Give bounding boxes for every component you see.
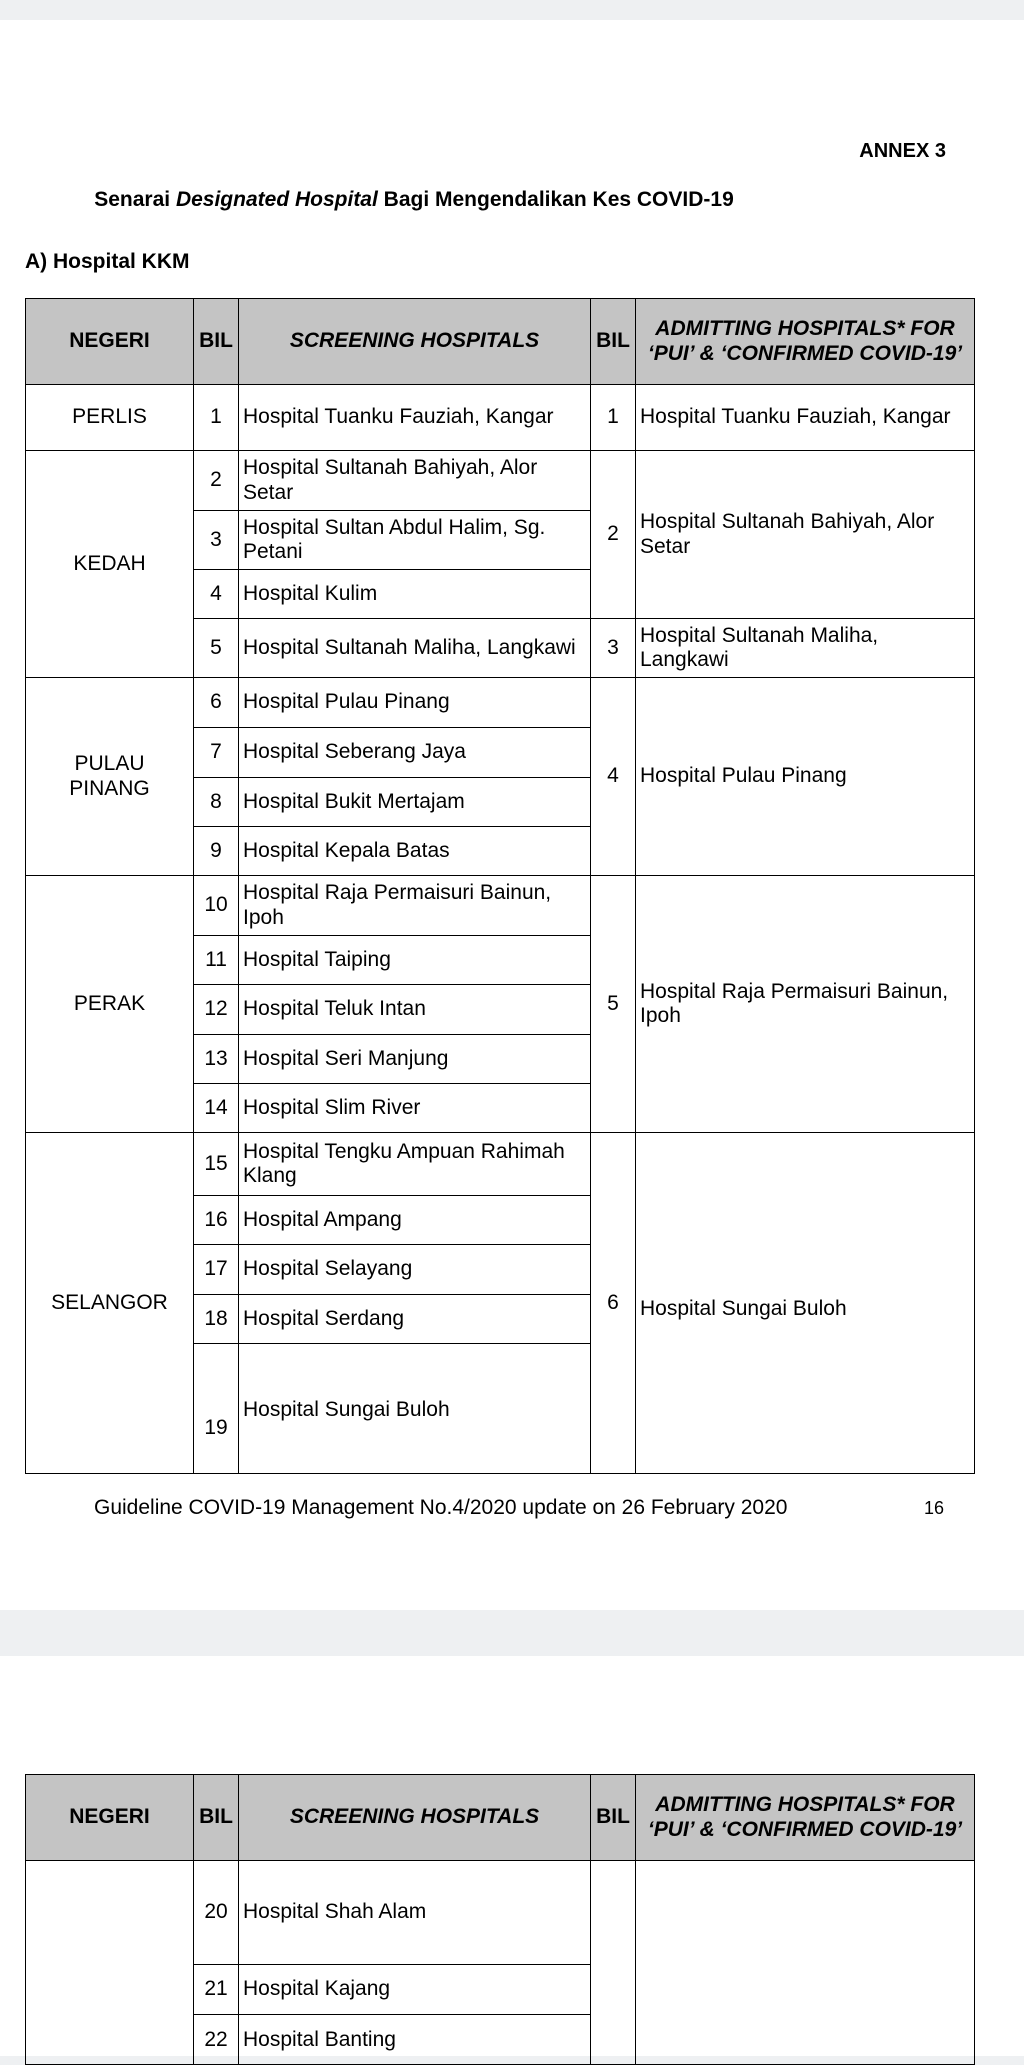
screening-no: 21 [194,1965,239,2015]
header-screening: SCREENING HOSPITALS [239,299,591,385]
table-row [26,1133,975,1196]
state-selangor: SELANGOR [26,1133,194,1474]
screening-hospital: Hospital Bukit Mertajam [239,778,591,827]
screening-hospital: Hospital Sultanah Bahiyah, Alor Setar [239,451,591,511]
header-admitting: ADMITTING HOSPITALS* FOR ‘PUI’ & ‘CONFIRMED COVID-19’ [636,1775,975,1861]
screening-hospital: Hospital Seri Manjung [239,1035,591,1084]
admitting-no: 5 [591,876,636,1133]
header-negeri: NEGERI [26,1775,194,1861]
screening-hospital: Hospital Kulim [239,570,591,619]
header-negeri: NEGERI [26,299,194,385]
screening-no: 18 [194,1295,239,1344]
screening-no: 16 [194,1196,239,1245]
admitting-no: 4 [591,678,636,876]
header-bil: BIL [194,1775,239,1861]
state-kedah: KEDAH [26,451,194,678]
admitting-hospital: Hospital Tuanku Fauziah, Kangar [636,385,975,451]
screening-no: 17 [194,1245,239,1295]
screening-no: 20 [194,1861,239,1965]
admitting-no: 1 [591,385,636,451]
screening-no: 6 [194,678,239,728]
screening-hospital: Hospital Taiping [239,936,591,985]
annex-label: ANNEX 3 [859,140,946,162]
screening-no: 22 [194,2015,239,2065]
screening-hospital: Hospital Ampang [239,1196,591,1245]
screening-hospital: Hospital Sultan Abdul Halim, Sg. Petani [239,511,591,570]
admitting-hospital: Hospital Sultanah Maliha, Langkawi [636,619,975,678]
page-number: 16 [924,1498,945,1518]
screening-hospital: Hospital Tengku Ampuan Rahimah Klang [239,1133,591,1196]
screening-no: 13 [194,1035,239,1084]
page-footer: Guideline COVID-19 Management No.4/2020 update on 26 February 2020 [94,1496,788,1519]
screening-no: 8 [194,778,239,827]
document-page-2 [0,1656,1024,2056]
admitting-hospital: Hospital Raja Permaisuri Bainun, Ipoh [636,876,975,1133]
table-row [26,678,975,728]
state-pulau-pinang: PULAU PINANG [26,678,194,876]
screening-hospital: Hospital Sultanah Maliha, Langkawi [239,619,591,678]
screening-no: 3 [194,511,239,570]
state-cell [26,1861,194,2065]
screening-no: 11 [194,936,239,985]
admitting-no: 3 [591,619,636,678]
screening-no: 10 [194,876,239,936]
screening-no: 9 [194,827,239,876]
screening-hospital: Hospital Sungai Buloh [239,1344,591,1474]
table-header-row [26,299,975,385]
admitting-hospital: Hospital Sungai Buloh [636,1133,975,1474]
admitting-hospital: Hospital Sultanah Bahiyah, Alor Setar [636,451,975,619]
screening-hospital: Hospital Kepala Batas [239,827,591,876]
admitting-no: 6 [591,1133,636,1474]
table-row [26,1861,975,1965]
document-page-1 [0,20,1024,1610]
header-bil: BIL [194,299,239,385]
screening-hospital: Hospital Teluk Intan [239,985,591,1035]
screening-hospital: Hospital Shah Alam [239,1861,591,1965]
screening-hospital: Hospital Banting [239,2015,591,2065]
hospital-table [25,298,975,1474]
screening-no: 4 [194,570,239,619]
state-perlis: PERLIS [26,385,194,451]
screening-no: 12 [194,985,239,1035]
screening-hospital: Hospital Selayang [239,1245,591,1295]
screening-hospital: Hospital Seberang Jaya [239,728,591,778]
header-bil-2: BIL [591,1775,636,1861]
screening-hospital: Hospital Slim River [239,1084,591,1133]
state-perak: PERAK [26,876,194,1133]
admitting-no: 2 [591,451,636,619]
screening-hospital: Hospital Serdang [239,1295,591,1344]
screening-hospital: Hospital Raja Permaisuri Bainun, Ipoh [239,876,591,936]
admitting-hospital [636,1861,975,2065]
screening-no: 5 [194,619,239,678]
screening-no: 14 [194,1084,239,1133]
screening-hospital: Hospital Pulau Pinang [239,678,591,728]
header-screening: SCREENING HOSPITALS [239,1775,591,1861]
header-bil-2: BIL [591,299,636,385]
screening-no: 7 [194,728,239,778]
screening-no: 1 [194,385,239,451]
document-title: Senarai Designated Hospital Bagi Mengendalikan Kes COVID-19 [94,188,734,211]
screening-hospital: Hospital Kajang [239,1965,591,2015]
admitting-no [591,1861,636,2065]
hospital-table-continued [25,1774,975,2065]
header-admitting: ADMITTING HOSPITALS* FOR ‘PUI’ & ‘CONFIRMED COVID-19’ [636,299,975,385]
table-row [26,876,975,936]
screening-hospital: Hospital Tuanku Fauziah, Kangar [239,385,591,451]
screening-no: 2 [194,451,239,511]
table-header-row [26,1775,975,1861]
section-heading: A) Hospital KKM [25,250,190,273]
table-row [26,385,975,451]
table-row [26,451,975,511]
screening-no: 19 [194,1344,239,1474]
admitting-hospital: Hospital Pulau Pinang [636,678,975,876]
screening-no: 15 [194,1133,239,1196]
